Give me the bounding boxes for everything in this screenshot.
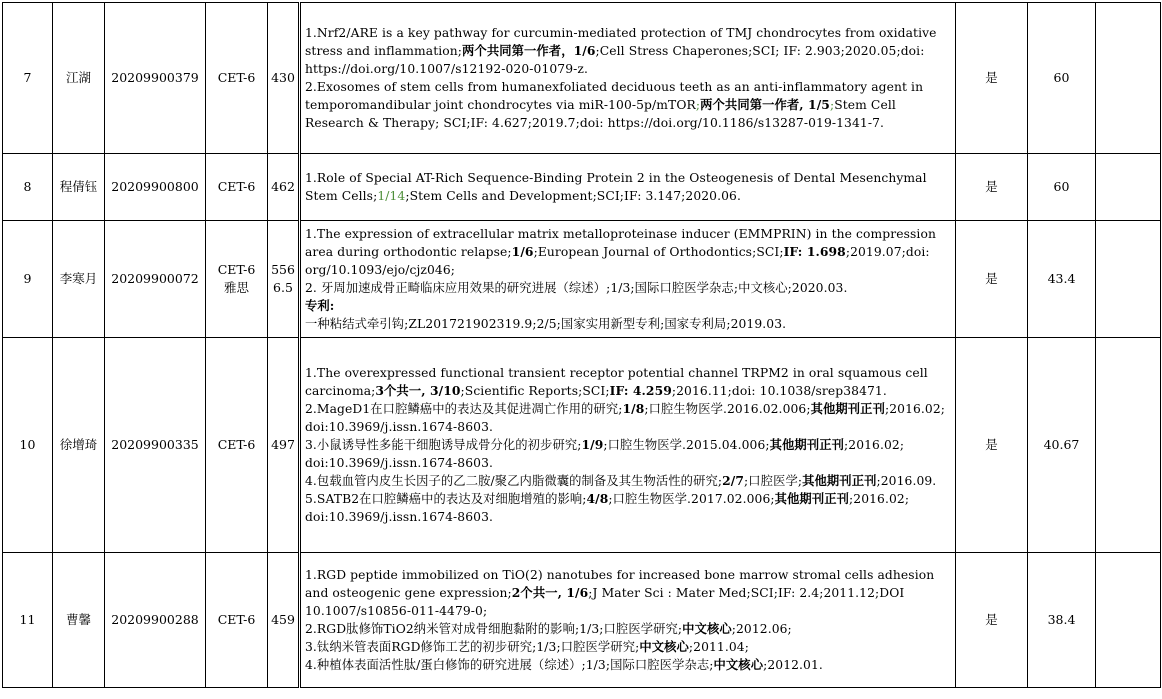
exam-type-cell — [206, 154, 268, 221]
exam-type: CET-6 — [217, 262, 256, 277]
publication-text: 3.小鼠诱导性多能干细胞诱导成骨分化的初步研究; — [305, 438, 582, 452]
student-id-cell: 20209900800 — [105, 154, 206, 221]
score-cell: 38.4 — [1028, 553, 1096, 688]
publication-text: 5.SATB2在口腔鳞癌中的表达及对细胞增殖的影响; — [305, 492, 587, 506]
score-cell: 60 — [1028, 3, 1096, 154]
publication-text: 4.包载血管内皮生长因子的乙二胺/聚乙内脂微囊的制备及其生物活性的研究; — [305, 474, 723, 488]
publication-entry — [305, 490, 952, 526]
name-cell: 程倩钰 — [53, 154, 105, 221]
blank-cell — [1096, 3, 1161, 154]
publication-text: 两个共同第一作者，1/6 — [462, 43, 596, 58]
publication-text: ;Stem Cells and Development;SCI;IF: 3.147;2020.06. — [405, 189, 741, 203]
row-number-cell: 8 — [3, 154, 53, 221]
exam-score-cell — [268, 154, 300, 221]
exam-score-cell — [268, 553, 300, 688]
publication-text: 其他期刊正刊 — [810, 401, 885, 416]
publication-entry — [305, 472, 952, 490]
name-cell: 徐增琦 — [53, 338, 105, 553]
publications-cell — [300, 154, 956, 221]
qualified-cell: 是 — [956, 221, 1028, 338]
publication-entry — [305, 620, 952, 638]
publication-entry — [305, 400, 952, 436]
student-id-cell: 20209900379 — [105, 3, 206, 154]
publication-text: ;2016.02; doi:10.3969/j.issn.1674-8603. — [305, 492, 910, 524]
exam-type: 雅思 — [223, 280, 249, 295]
exam-score: 462 — [271, 179, 295, 194]
publication-text: ;Cell Stress Chaperones;SCI; IF: 2.903;2020.05;doi: https://doi.org/10.1007/s12192-020-01079-z. — [305, 44, 925, 76]
blank-cell — [1096, 553, 1161, 688]
publication-text: ;2016.09. — [876, 474, 937, 488]
publications-cell — [300, 221, 956, 338]
publication-text: IF: 4.259 — [609, 383, 672, 398]
row-number-cell: 10 — [3, 338, 53, 553]
exam-score: 497 — [271, 437, 295, 452]
publication-text: 3.钛纳米管表面RGD修饰工艺的初步研究;1/3;口腔医学研究; — [305, 640, 640, 654]
publication-text: 1.Nrf2/ARE is a key pathway for curcumin-mediated protection of TMJ chondrocytes from oxidative stress and inflammation; — [305, 26, 937, 58]
publication-text: 1/6 — [511, 244, 534, 259]
publication-text: 2.Exosomes of stem cells from humanexfoliated deciduous teeth as an anti-inflammatory agent in temporomandibular joint chondrocytes via miR-100-5p/mTOR — [305, 80, 924, 112]
publication-text: ; — [695, 98, 701, 112]
score-cell: 43.4 — [1028, 221, 1096, 338]
publication-text: 4/8 — [586, 491, 609, 506]
exam-type-cell — [206, 553, 268, 688]
row-number-cell: 7 — [3, 3, 53, 154]
blank-cell — [1096, 338, 1161, 553]
publication-text: 2/7 — [722, 473, 745, 488]
publication-entry — [305, 315, 952, 333]
table-body — [3, 3, 1161, 688]
publication-text: ;European Journal of Orthodontics;SCI; — [533, 245, 784, 259]
publication-entry — [305, 169, 952, 205]
score-cell: 60 — [1028, 154, 1096, 221]
exam-type-cell — [206, 221, 268, 338]
candidate-table — [2, 2, 1161, 688]
exam-score-cell — [268, 221, 300, 338]
publication-text: 2. 牙周加速成骨正畸临床应用效果的研究进展（综述）;1/3;国际口腔医学杂志;中文核心;2020.03. — [305, 281, 848, 295]
student-id-cell: 20209900072 — [105, 221, 206, 338]
publications-cell — [300, 3, 956, 154]
table-row — [3, 3, 1161, 154]
publication-text: 1.The expression of extracellular matrix metalloproteinase inducer (EMMPRIN) in the compression area during orthodontic relapse; — [305, 227, 936, 259]
exam-score-cell — [268, 338, 300, 553]
exam-type: CET-6 — [217, 612, 256, 627]
exam-score: 459 — [271, 612, 295, 627]
publication-text: ;2012.01. — [763, 658, 823, 672]
table-row — [3, 338, 1161, 553]
blank-cell — [1096, 221, 1161, 338]
qualified-cell: 是 — [956, 154, 1028, 221]
publication-text: IF: 1.698 — [783, 244, 846, 259]
publication-entry — [305, 364, 952, 400]
publication-entry — [305, 638, 952, 656]
publication-text: 4.种植体表面活性肽/蛋白修饰的研究进展（综述）;1/3;国际口腔医学杂志; — [305, 658, 714, 672]
publication-text: 1.The overexpressed functional transient receptor potential channel TRPM2 in oral squamous cell carcinoma; — [305, 366, 928, 398]
publication-entry — [305, 297, 952, 315]
student-id-cell: 20209900288 — [105, 553, 206, 688]
publication-text: ;2016.02; doi:10.3969/j.issn.1674-8603. — [305, 402, 946, 434]
table-row — [3, 154, 1161, 221]
row-number-cell: 9 — [3, 221, 53, 338]
publication-text: 2.RGD肽修饰TiO2纳米管对成骨细胞黏附的影响;1/3;口腔医学研究; — [305, 622, 683, 636]
publication-text: ;2016.02; doi:10.3969/j.issn.1674-8603. — [305, 438, 905, 470]
publication-entry — [305, 436, 952, 472]
publication-text: ;2019.07;doi: org/10.1093/ejo/cjz046; — [305, 245, 930, 277]
qualified-cell: 是 — [956, 3, 1028, 154]
publication-text: 一种粘结式牵引钩;ZL201721902319.9;2/5;国家实用新型专利;国家专利局;2019.03. — [305, 317, 787, 331]
publication-entry — [305, 225, 952, 279]
publication-text: ;J Mater Sci : Mater Med;SCI;IF: 2.4;2011.12;DOI 10.1007/s10856-011-4479-0; — [305, 586, 905, 618]
score-cell: 40.67 — [1028, 338, 1096, 553]
name-cell: 李寒月 — [53, 221, 105, 338]
publication-text: 中文核心 — [682, 621, 732, 636]
name-cell: 曹馨 — [53, 553, 105, 688]
publication-text: 2个共一, 1/6 — [511, 585, 589, 600]
exam-score: 556 — [271, 262, 295, 277]
publication-text: 1.RGD peptide immobilized on TiO(2) nanotubes for increased bone marrow stromal cells adhesion and osteogenic gene expression; — [305, 568, 935, 600]
qualified-cell: 是 — [956, 338, 1028, 553]
exam-score: 430 — [271, 70, 295, 85]
publication-text: 3个共一, 3/10 — [375, 383, 461, 398]
publication-text: 1/14 — [377, 189, 406, 203]
exam-type: CET-6 — [217, 437, 256, 452]
publication-text: ;2016.11;doi: 10.1038/srep38471. — [671, 384, 887, 398]
publication-entry — [305, 279, 952, 297]
publication-text: 其他期刊正刊 — [774, 491, 850, 506]
publication-text: 两个共同第一作者, 1/5 — [700, 97, 830, 112]
publication-text: 其他期刊正刊 — [769, 437, 845, 452]
exam-type-cell — [206, 3, 268, 154]
publication-text: 中文核心 — [639, 639, 689, 654]
publication-text: 1/9 — [581, 437, 604, 452]
exam-type-cell — [206, 338, 268, 553]
exam-score: 6.5 — [273, 280, 293, 295]
student-id-cell: 20209900335 — [105, 338, 206, 553]
exam-type: CET-6 — [217, 179, 256, 194]
exam-type: CET-6 — [217, 70, 256, 85]
publication-text: 1/8 — [622, 401, 645, 416]
publication-text: ;口腔生物医学.2015.04.006; — [603, 438, 770, 452]
publication-text: ;Scientific Reports;SCI; — [460, 384, 610, 398]
publication-text: Stem Cell Research & Therapy; SCI;IF: 4.627;2019.7;doi: https://doi.org/10.1186/s13287-019-1341-7. — [305, 98, 896, 130]
blank-cell — [1096, 154, 1161, 221]
publication-text: ;2012.06; — [731, 622, 792, 636]
qualified-cell: 是 — [956, 553, 1028, 688]
publication-text: 其他期刊正刊 — [802, 473, 877, 488]
publication-text: ;口腔医学; — [744, 474, 803, 488]
publication-entry — [305, 24, 952, 78]
publication-text: ;2011.04; — [688, 640, 749, 654]
publication-text: 专利: — [305, 298, 335, 313]
publication-entry — [305, 656, 952, 674]
row-number-cell: 11 — [3, 553, 53, 688]
publication-text: 2.MageD1在口腔鳞癌中的表达及其促进凋亡作用的研究; — [305, 402, 623, 416]
publication-entry — [305, 566, 952, 620]
publications-cell — [300, 338, 956, 553]
publication-entry — [305, 78, 952, 132]
table-row — [3, 553, 1161, 688]
publication-text: ;口腔生物医学.2017.02.006; — [608, 492, 775, 506]
publications-cell — [300, 553, 956, 688]
table-row — [3, 221, 1161, 338]
publication-text: 1.Role of Special AT-Rich Sequence-Binding Protein 2 in the Osteogenesis of Dental Mesenchymal Stem Cells; — [305, 171, 927, 203]
publication-text: ; — [829, 98, 835, 112]
exam-score-cell — [268, 3, 300, 154]
name-cell: 江湖 — [53, 3, 105, 154]
publication-text: ;口腔生物医学.2016.02.006; — [644, 402, 811, 416]
publication-text: 中文核心 — [713, 657, 764, 672]
